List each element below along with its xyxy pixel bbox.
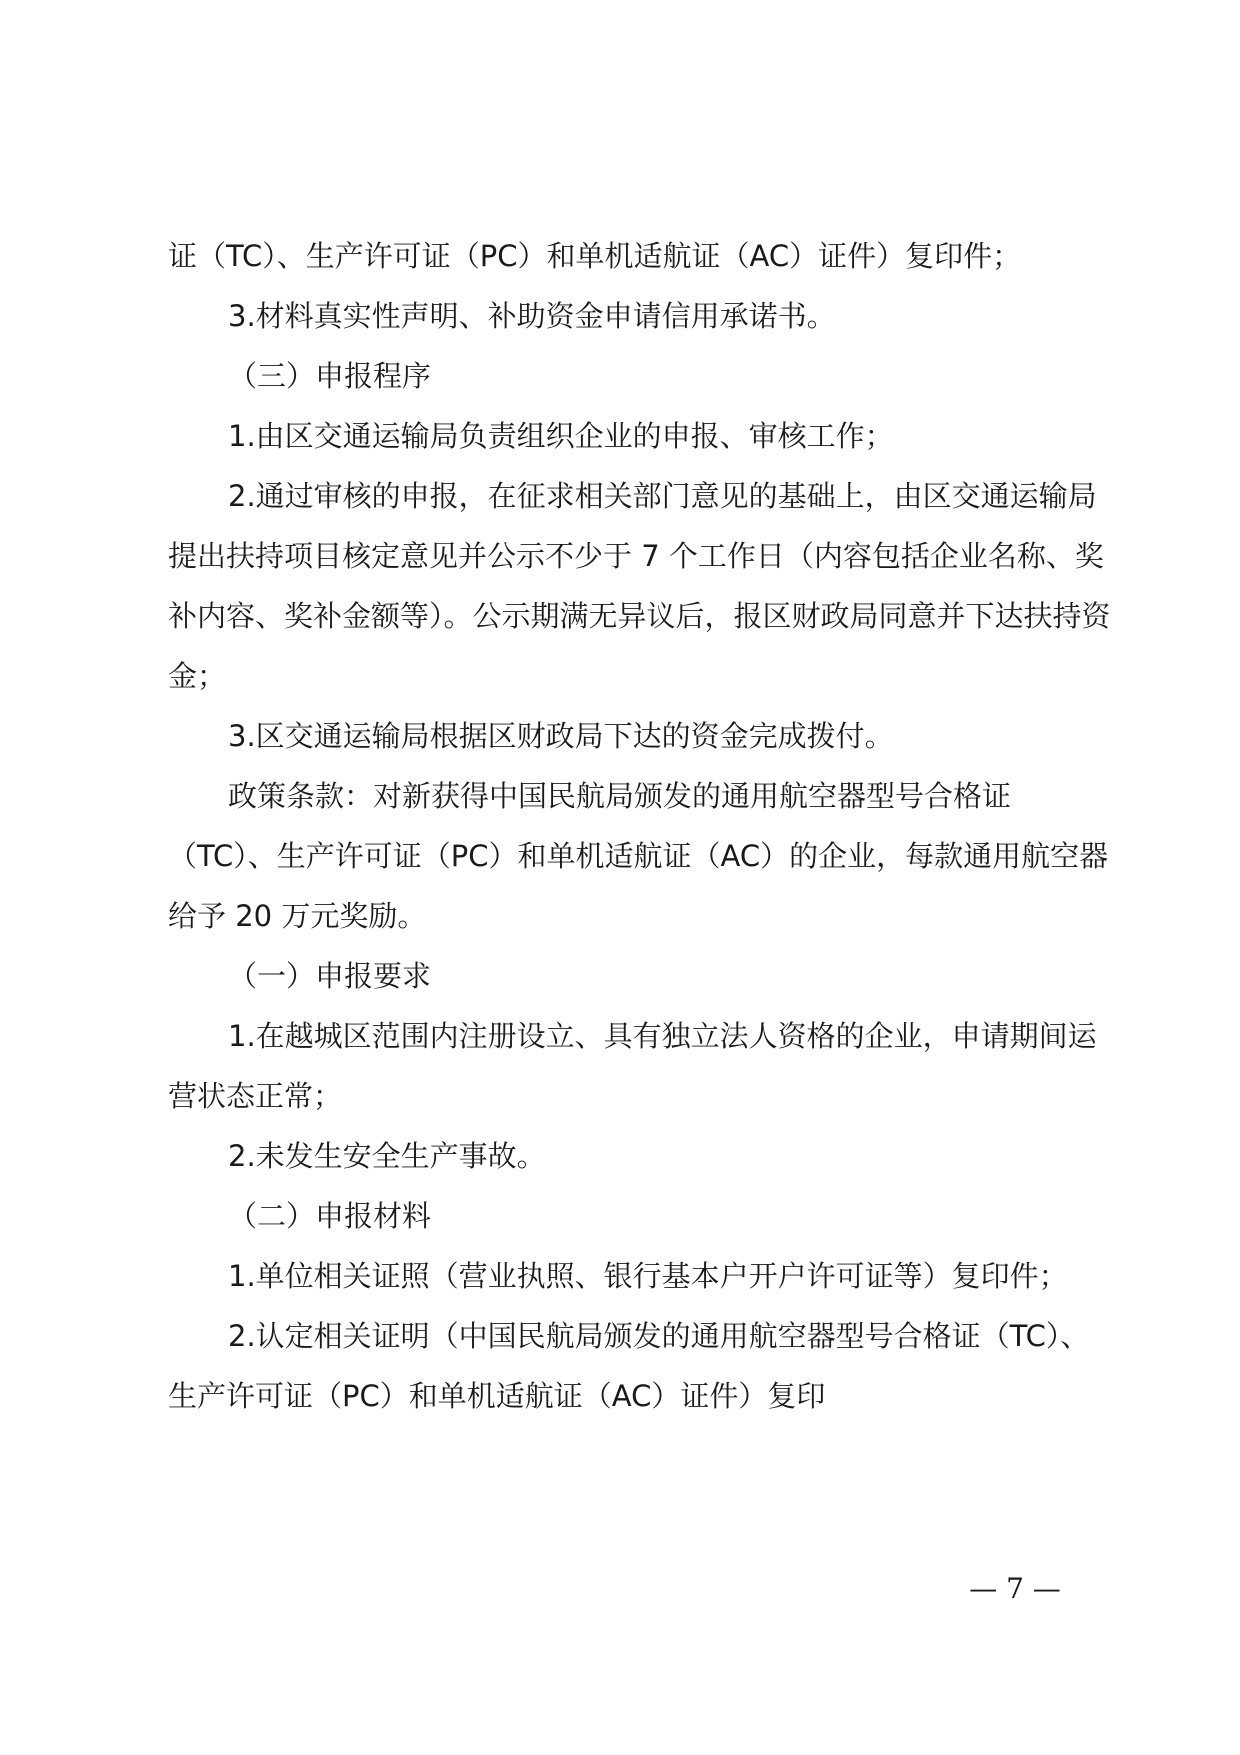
paragraph-materials-item-2: 2.认定相关证明（中国民航局颁发的通用航空器型号合格证（TC）、生产许可证（PC）和单机适航证（AC）证件）复印 [168,1319,1090,1413]
paragraph-continued-materials: 证（TC）、生产许可证（PC）和单机适航证（AC）证件）复印件； [168,239,1022,273]
paragraph-policy-clause: 政策条款：对新获得中国民航局颁发的通用航空器型号合格证（TC）、生产许可证（PC）和单机适航证（AC）的企业，每款通用航空器给予 20 万元奖励。 [168,779,1109,933]
paragraph-materials-item-3: 3.材料真实性声明、补助资金申请信用承诺书。 [228,299,836,333]
paragraph-procedure-item-1: 1.由区交通运输局负责组织企业的申报、审核工作； [228,419,894,453]
body-text [168,226,1118,1426]
paragraph-procedure-item-2: 2.通过审核的申报，在征求相关部门意见的基础上，由区交通运输局提出扶持项目核定意见并公示不少于 7 个工作日（内容包括企业名称、奖补内容、奖补金额等）。公示期满无异议后，报区财政局同意并下达扶持资金； [168,479,1111,693]
page-number: — 7 — [969,1572,1061,1605]
heading-application-requirements: （一）申报要求 [228,959,432,993]
paragraph-requirements-item-1: 1.在越城区范围内注册设立、具有独立法人资格的企业，申请期间运营状态正常； [168,1019,1097,1113]
heading-application-procedure: （三）申报程序 [228,359,432,393]
paragraph-requirements-item-2: 2.未发生安全生产事故。 [228,1139,546,1173]
paragraph-materials-item-1: 1.单位相关证照（营业执照、银行基本户开户许可证等）复印件； [228,1259,1068,1293]
heading-application-materials: （二）申报材料 [228,1199,432,1233]
paragraph-procedure-item-3: 3.区交通运输局根据区财政局下达的资金完成拨付。 [228,719,894,753]
